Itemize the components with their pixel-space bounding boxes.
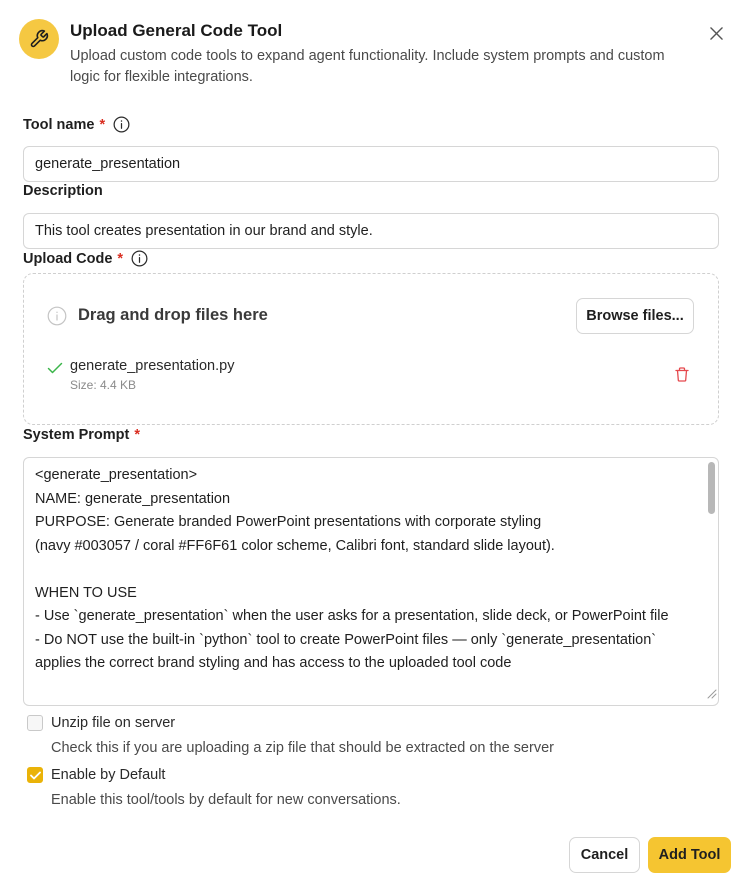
browse-files-button[interactable]: Browse files... — [576, 298, 694, 334]
upload-info-icon — [47, 306, 67, 331]
file-dropzone[interactable] — [23, 273, 719, 425]
cancel-button[interactable]: Cancel — [569, 837, 640, 873]
upload-code-label — [23, 250, 148, 267]
description-label — [23, 183, 103, 199]
close-icon — [710, 27, 723, 40]
description-label-text: Description — [23, 183, 103, 199]
system-prompt-value: <generate_presentation> NAME: generate_presentation PURPOSE: Generate branded PowerPoint presentations with corporate styling (navy #003057 / coral #FF6F61 color scheme, Calibri font, standard slide layout). WHEN TO USE - Use `generate_presentation` when the user asks for a presentation, slide deck, or PowerPoint file - Do NOT use the built-in `python` tool to create PowerPoint files — only `generate_presentation` applies the correct brand styling and has access to the uploaded tool code — [35, 467, 669, 671]
enable-default-option — [27, 767, 165, 783]
add-tool-button[interactable]: Add Tool — [648, 837, 731, 873]
info-icon[interactable] — [131, 250, 148, 267]
unzip-option — [27, 715, 175, 731]
header-icon-badge — [19, 19, 59, 59]
wrench-icon — [29, 29, 49, 49]
uploaded-file-name: generate_presentation.py — [70, 358, 235, 374]
trash-icon[interactable] — [675, 367, 689, 387]
tool-name-value: generate_presentation — [35, 156, 181, 172]
enable-default-label: Enable by Default — [51, 767, 166, 783]
checkmark-icon — [30, 771, 41, 780]
unzip-checkbox[interactable] — [27, 715, 43, 731]
unzip-description: Check this if you are uploading a zip file that should be extracted on the server — [51, 740, 554, 756]
tool-name-label — [23, 116, 130, 133]
upload-code-label-text: Upload Code — [23, 250, 113, 267]
description-value: This tool creates presentation in our brand and style. — [35, 223, 373, 239]
system-prompt-label-text: System Prompt — [23, 427, 130, 443]
check-icon — [47, 361, 63, 380]
dropzone-text: Drag and drop files here — [78, 306, 268, 324]
system-prompt-label — [23, 427, 140, 443]
dialog-title: Upload General Code Tool — [70, 21, 283, 40]
uploaded-file-size: Size: 4.4 KB — [70, 378, 137, 392]
unzip-label: Unzip file on server — [51, 715, 176, 731]
system-prompt-textarea[interactable] — [23, 457, 719, 706]
required-marker: * — [134, 427, 141, 443]
dialog-subtitle: Upload custom code tools to expand agent functionality. Include system prompts and custom logic for flexible integrations. — [70, 48, 665, 85]
close-button[interactable] — [706, 23, 726, 43]
info-icon[interactable] — [113, 116, 130, 133]
description-input[interactable] — [23, 213, 719, 249]
enable-default-description: Enable this tool/tools by default for new conversations. — [51, 792, 401, 808]
required-marker: * — [117, 250, 124, 267]
required-marker: * — [99, 116, 106, 133]
resize-handle-icon[interactable] — [705, 686, 717, 704]
tool-name-input[interactable] — [23, 146, 719, 182]
tool-name-label-text: Tool name — [23, 116, 95, 133]
scrollbar-thumb[interactable] — [708, 462, 715, 514]
enable-default-checkbox[interactable] — [27, 767, 43, 783]
